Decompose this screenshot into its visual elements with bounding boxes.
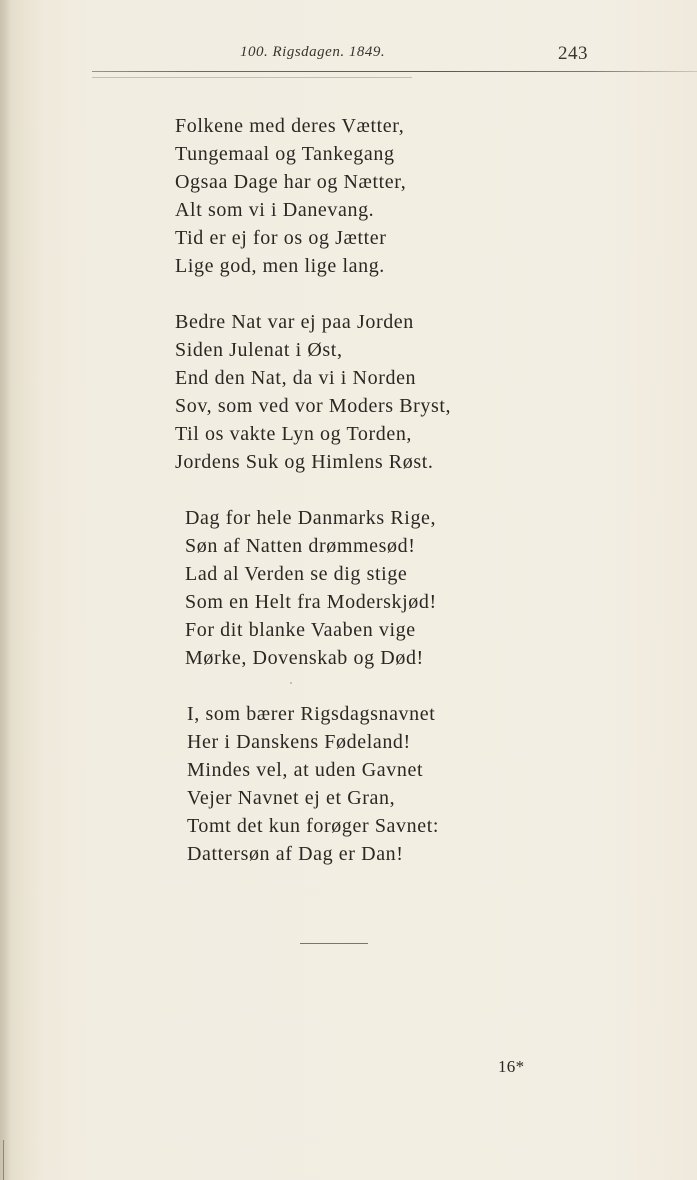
poem-line: Mørke, Dovenskab og Død! — [185, 647, 424, 669]
poem-line: Ogsaa Dage har og Nætter, — [175, 171, 407, 193]
poem-line: Som en Helt fra Moderskjød! — [185, 591, 437, 613]
poem-line: Mindes vel, at uden Gavnet — [187, 759, 424, 781]
poem-line: Vejer Navnet ej et Gran, — [187, 787, 396, 809]
poem-line: Til os vakte Lyn og Torden, — [175, 423, 413, 445]
stanza-4 — [187, 700, 439, 868]
stanza-3 — [185, 504, 437, 672]
poem-line: Alt som vi i Danevang. — [175, 199, 375, 221]
poem-line: End den Nat, da vi i Norden — [175, 367, 417, 389]
stanza-1 — [175, 112, 406, 280]
poem-line: Folkene med deres Vætter, — [175, 115, 405, 137]
poem-line: Dattersøn af Dag er Dan! — [187, 843, 404, 865]
poem-line: For dit blanke Vaaben vige — [185, 619, 416, 641]
poem-line: Bedre Nat var ej paa Jorden — [175, 311, 414, 333]
poem-line: Tid er ej for os og Jætter — [175, 227, 387, 249]
header-rule — [92, 71, 697, 72]
end-rule — [300, 943, 368, 944]
header-rule-faint — [92, 77, 412, 78]
running-head: 100. Rigsdagen. 1849. — [240, 44, 386, 60]
poem-line: Tungemaal og Tankegang — [175, 143, 395, 165]
poem-line: Jordens Suk og Himlens Røst. — [175, 451, 434, 473]
poem-line: Søn af Natten drømmesød! — [185, 535, 416, 557]
poem-line: Siden Julenat i Øst, — [175, 339, 343, 361]
poem-line: I, som bærer Rigsdagsnavnet — [187, 703, 436, 725]
poem-line: Lige god, men lige lang. — [175, 255, 385, 277]
poem-line: Her i Danskens Fødeland! — [187, 731, 411, 753]
paper-speck — [290, 682, 292, 684]
poem-line: Lad al Verden se dig stige — [185, 563, 408, 585]
stanza-2 — [175, 308, 451, 476]
signature-mark: 16* — [498, 1057, 525, 1076]
page-number: 243 — [558, 43, 588, 64]
poem-line: Sov, som ved vor Moders Bryst, — [175, 395, 452, 417]
gutter-edge-line — [3, 1140, 4, 1180]
poem-line: Tomt det kun forøger Savnet: — [187, 815, 440, 837]
poem-line: Dag for hele Danmarks Rige, — [185, 507, 437, 529]
gutter-shadow — [0, 0, 10, 1180]
